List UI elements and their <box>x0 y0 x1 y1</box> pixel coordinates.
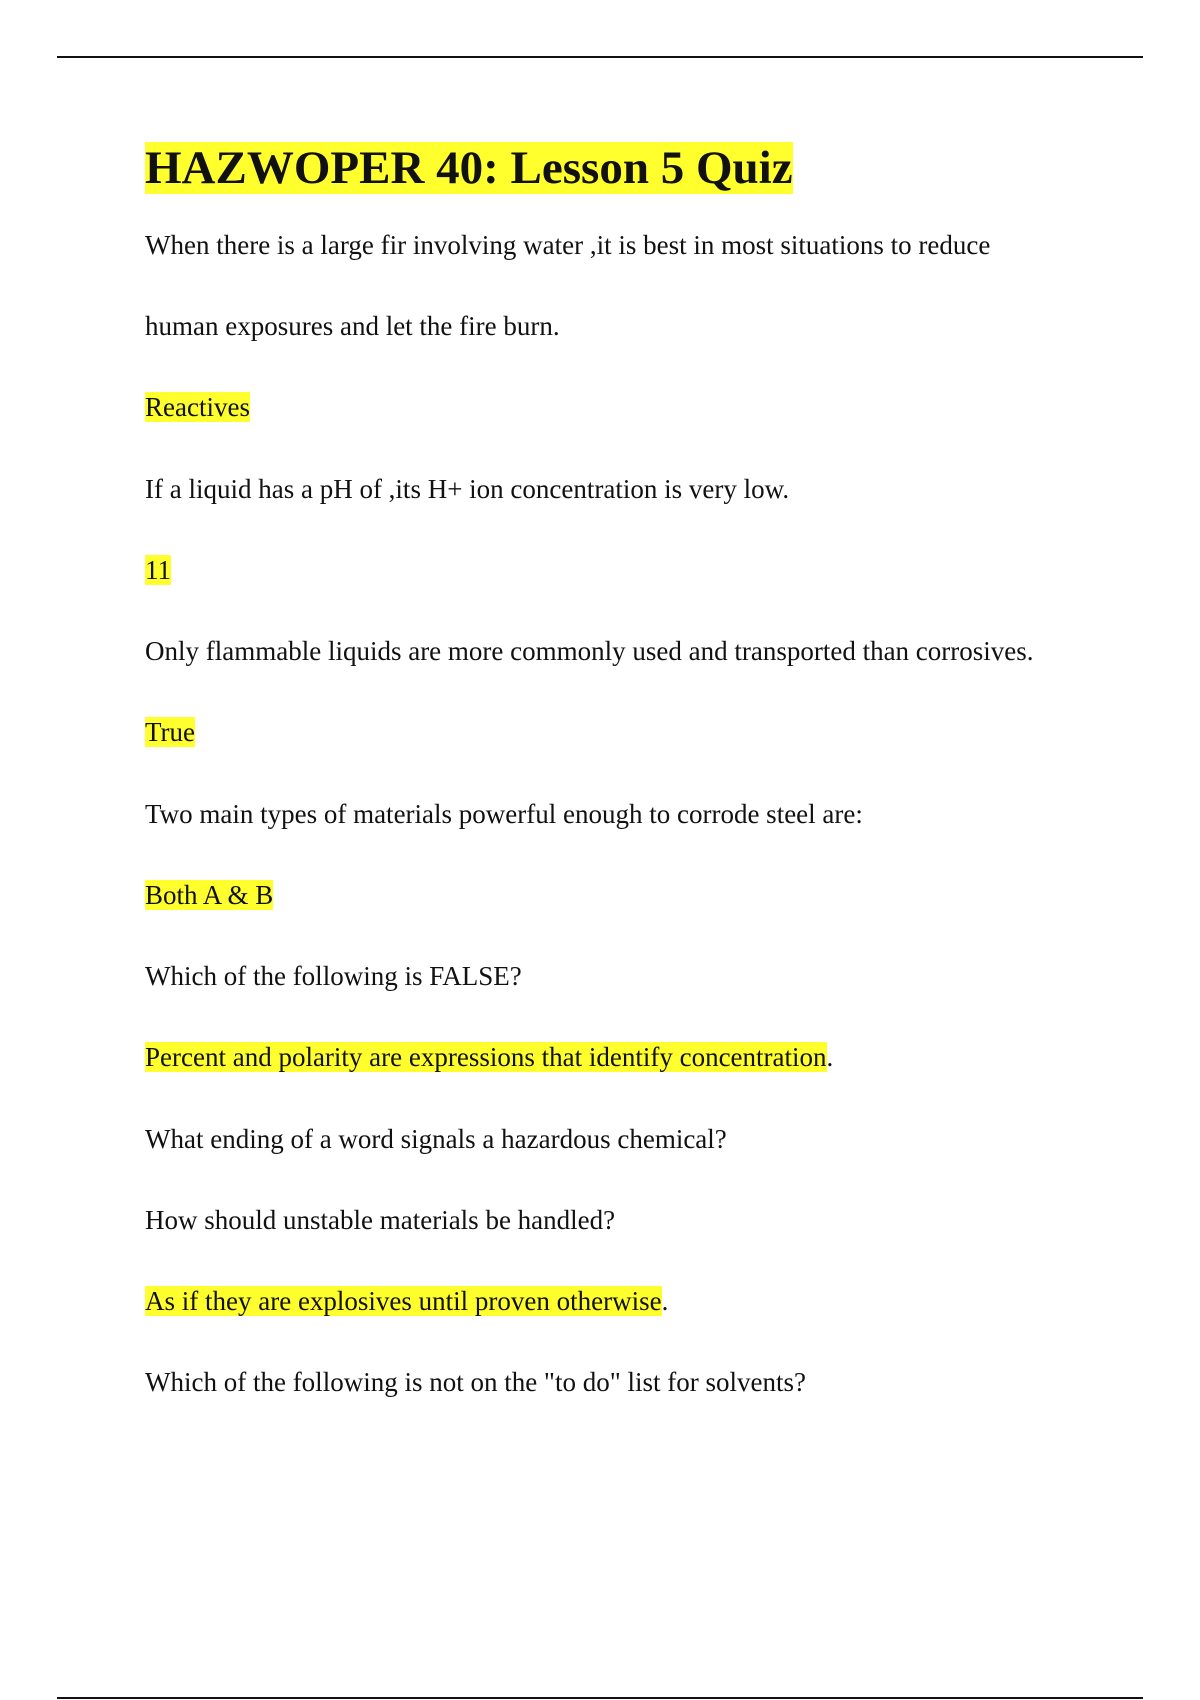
line-text: human exposures and let the fire burn. <box>145 311 560 341</box>
bottom-rule <box>57 1697 1143 1699</box>
line-text: Only flammable liquids are more commonly used and transported than corrosives. <box>145 636 1034 666</box>
answer-highlight: 11 <box>145 555 171 585</box>
question-line <box>145 634 1034 668</box>
question-line <box>145 228 990 262</box>
answer-highlight: Percent and polarity are expressions that identify concentration <box>145 1042 827 1072</box>
question-line <box>145 1203 615 1237</box>
answer-line <box>145 553 171 587</box>
line-text: What ending of a word signals a hazardous chemical? <box>145 1124 727 1154</box>
answer-line <box>145 878 273 912</box>
top-rule <box>57 56 1143 58</box>
question-line <box>145 1122 727 1156</box>
title-highlight: HAZWOPER 40: Lesson 5 Quiz <box>145 142 793 194</box>
line-text: If a liquid has a pH of ,its H+ ion concentration is very low. <box>145 474 790 504</box>
answer-suffix: . <box>826 1042 834 1072</box>
question-line <box>145 959 522 993</box>
answer-highlight: As if they are explosives until proven otherwise <box>145 1286 662 1316</box>
line-text: How should unstable materials be handled? <box>145 1205 616 1235</box>
line-text: Which of the following is not on the "to do" list for solvents? <box>145 1367 806 1397</box>
answer-line <box>145 390 250 424</box>
line-text: Which of the following is FALSE? <box>145 961 522 991</box>
question-line <box>145 472 789 506</box>
line-text: Two main types of materials powerful enough to corrode steel are: <box>145 799 863 829</box>
answer-line <box>145 1040 833 1074</box>
answer-highlight: True <box>145 717 196 747</box>
line-text: When there is a large fir involving water ,it is best in most situations to reduce <box>145 230 991 260</box>
question-line <box>145 1365 806 1399</box>
answer-highlight: Reactives <box>145 392 250 422</box>
answer-suffix: . <box>661 1286 669 1316</box>
question-line <box>145 797 863 831</box>
question-line <box>145 309 560 343</box>
answer-highlight: Both A & B <box>145 880 274 910</box>
answer-line <box>145 1284 668 1318</box>
answer-line <box>145 715 195 749</box>
page-title <box>145 140 793 196</box>
